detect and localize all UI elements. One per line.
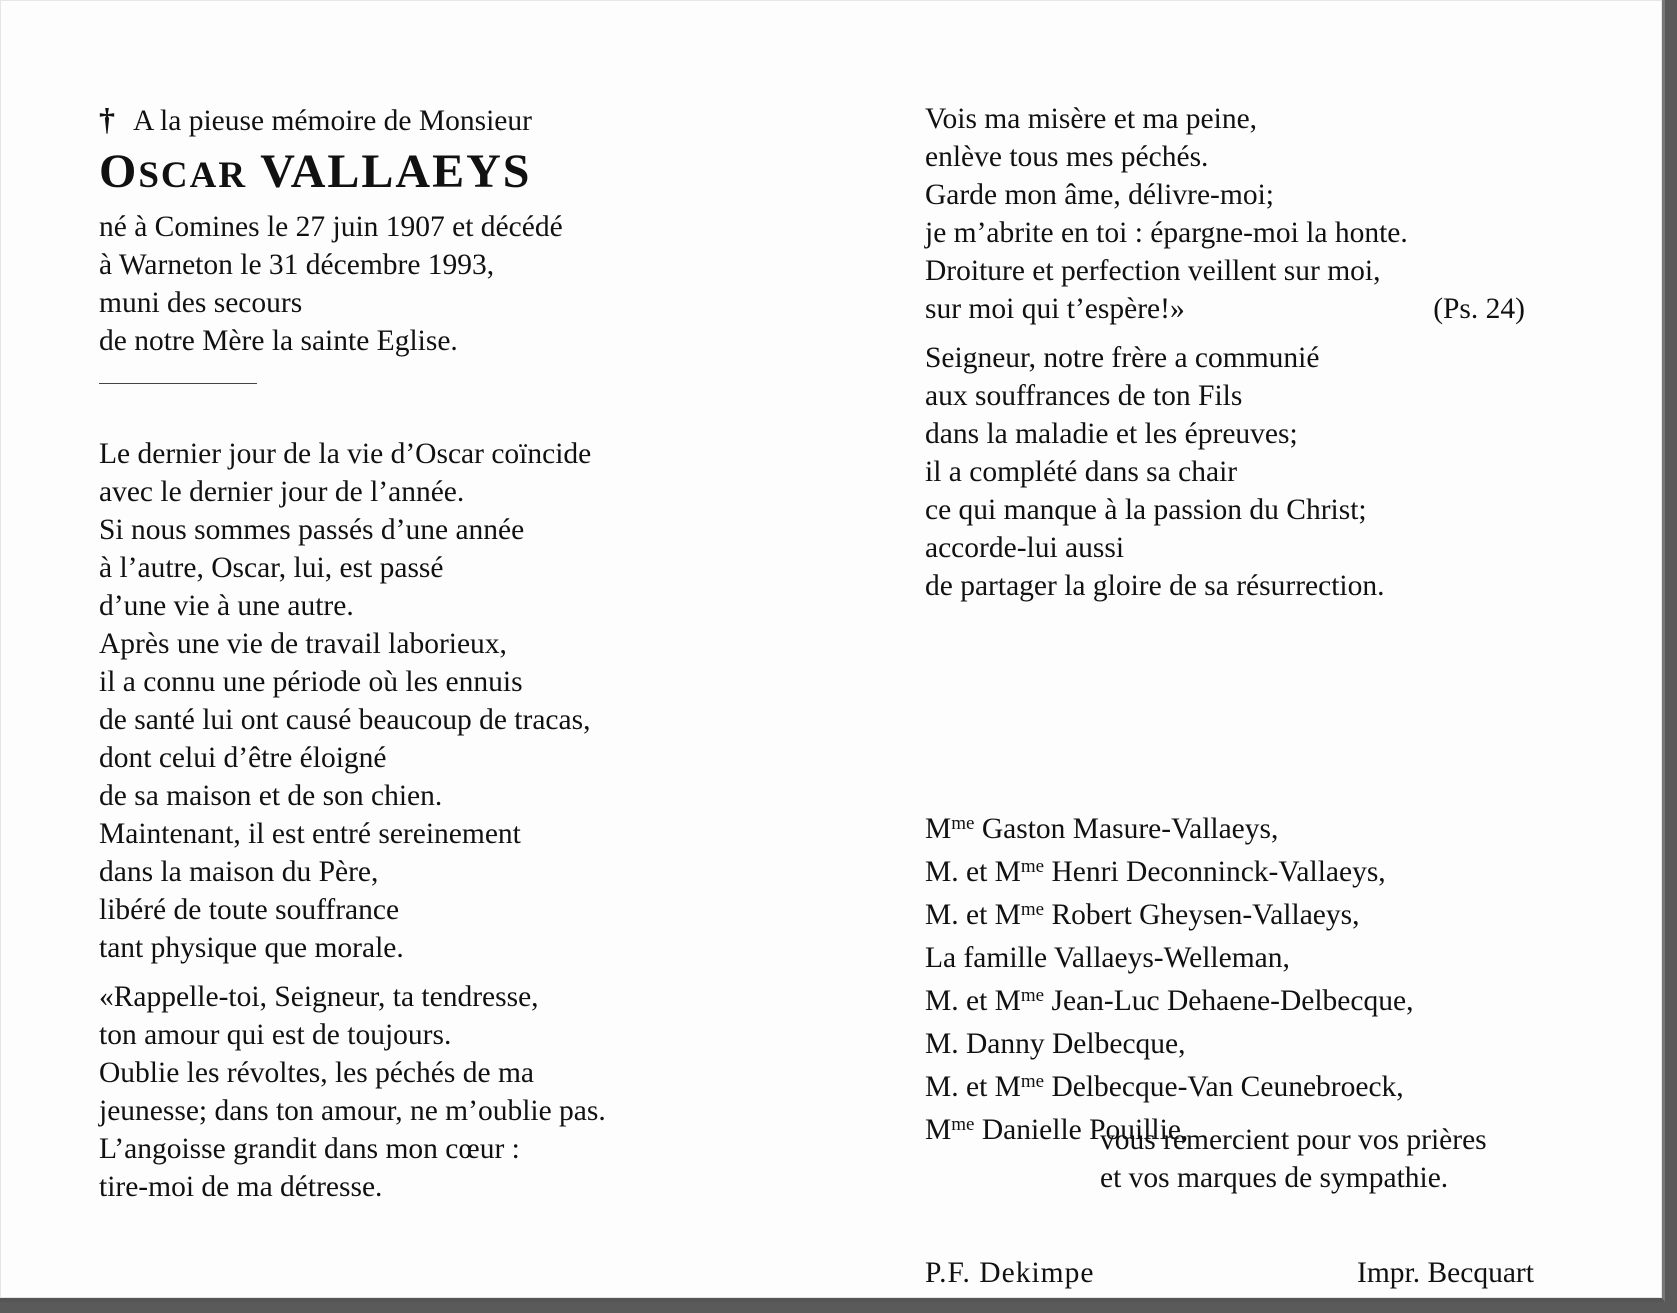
left-column xyxy=(99,100,779,1206)
tribute-line: libéré de toute souffrance xyxy=(99,894,400,926)
family-name: Danielle Pouillie, xyxy=(981,1114,1189,1146)
family-sup: me xyxy=(951,1114,975,1135)
family-name: Henri Deconninck-Vallaeys, xyxy=(1051,856,1386,888)
tribute-line: tant physique que morale. xyxy=(99,932,404,964)
cross-icon: † xyxy=(99,101,115,137)
detail-line: né à Comines le 27 juin 1907 et décédé xyxy=(99,211,563,243)
family-name: Delbecque-Van Ceunebroeck, xyxy=(1051,1071,1404,1103)
family-name: Jean-Luc Dehaene-Delbecque, xyxy=(1051,985,1414,1017)
deceased-name xyxy=(99,142,779,206)
family-member xyxy=(925,977,1413,1020)
psalm-line: L’angoisse grandit dans mon cœur : xyxy=(99,1133,520,1165)
intro-line xyxy=(99,100,779,140)
family-prefix: M xyxy=(925,1114,952,1146)
prayer-line: de partager la gloire de sa résurrection. xyxy=(925,570,1385,602)
detail-line: muni des secours xyxy=(99,287,303,319)
psalm-reference: (Ps. 24) xyxy=(1433,293,1525,325)
psalm-line: ton amour qui est de toujours. xyxy=(99,1019,452,1051)
family-sup: me xyxy=(1020,985,1045,1006)
prayer-paragraph xyxy=(925,339,1645,605)
psalm-last-text: sur moi qui t’espère!» xyxy=(925,293,1185,325)
psalm-line: enlève tous mes péchés. xyxy=(925,141,1209,173)
divider xyxy=(99,383,257,384)
psalm-line: tire-moi de ma détresse. xyxy=(99,1171,383,1203)
first-name-rest: SCAR xyxy=(138,155,248,196)
psalm-continuation xyxy=(925,100,1645,328)
last-name: VALLAEYS xyxy=(260,145,532,198)
prayer-line: dans la maladie et les épreuves; xyxy=(925,418,1298,450)
tribute-line: Le dernier jour de la vie d’Oscar coïncide xyxy=(99,438,592,470)
family-prefix: M xyxy=(925,813,952,845)
family-name: Gaston Masure-Vallaeys, xyxy=(981,813,1279,845)
family-sup: me xyxy=(951,813,975,834)
tribute-line: dans la maison du Père, xyxy=(99,856,379,888)
family-member xyxy=(925,934,1413,977)
psalm-paragraph xyxy=(99,978,779,1206)
family-name: Robert Gheysen-Vallaeys, xyxy=(1051,899,1360,931)
family-member xyxy=(925,805,1413,848)
detail-line: de notre Mère la sainte Eglise. xyxy=(99,325,458,357)
family-member xyxy=(925,1063,1413,1106)
family-sup: me xyxy=(1020,1071,1045,1092)
prayer-line: ce qui manque à la passion du Christ; xyxy=(925,494,1367,526)
family-member xyxy=(925,848,1413,891)
family-prefix: M. et M xyxy=(925,856,1021,888)
funeral-home: P.F. Dekimpe xyxy=(925,1257,1095,1289)
tribute-line: de sa maison et de son chien. xyxy=(99,780,443,812)
details-block xyxy=(99,208,779,360)
psalm-line: Vois ma misère et ma peine, xyxy=(925,103,1258,135)
family-sup: me xyxy=(1020,899,1045,920)
family-prefix: M. et M xyxy=(925,985,1021,1017)
tribute-line: à l’autre, Oscar, lui, est passé xyxy=(99,552,444,584)
tribute-line: avec le dernier jour de l’année. xyxy=(99,476,465,508)
psalm-line: «Rappelle-toi, Seigneur, ta tendresse, xyxy=(99,981,539,1013)
thanks-block xyxy=(1100,1121,1487,1197)
tribute-line: Maintenant, il est entré sereinement xyxy=(99,818,521,850)
family-member xyxy=(925,891,1413,934)
right-column xyxy=(925,100,1645,605)
first-name-initial: O xyxy=(99,145,139,198)
detail-line: à Warneton le 31 décembre 1993, xyxy=(99,249,495,281)
family-prefix: M. et M xyxy=(925,1071,1021,1103)
psalm-line: je m’abrite en toi : épargne-moi la honte. xyxy=(925,217,1408,249)
thanks-line: et vos marques de sympathie. xyxy=(1100,1162,1449,1194)
tribute-line: Si nous sommes passés d’une année xyxy=(99,514,525,546)
psalm-line: Oublie les révoltes, les péchés de ma xyxy=(99,1057,534,1089)
family-name: La famille Vallaeys-Welleman, xyxy=(925,942,1290,974)
family-sup: me xyxy=(1020,856,1045,877)
psalm-line: Garde mon âme, délivre-moi; xyxy=(925,179,1274,211)
tribute-line: il a connu une période où les ennuis xyxy=(99,666,523,698)
tribute-line: Après une vie de travail laborieux, xyxy=(99,628,507,660)
psalm-last-line xyxy=(925,290,1525,328)
family-prefix: M. et M xyxy=(925,899,1021,931)
psalm-line: jeunesse; dans ton amour, ne m’oublie pas. xyxy=(99,1095,606,1127)
prayer-line: accorde-lui aussi xyxy=(925,532,1125,564)
prayer-line: aux souffrances de ton Fils xyxy=(925,380,1243,412)
family-list xyxy=(925,805,1413,1149)
thanks-line: vous remercient pour vos prières xyxy=(1100,1124,1487,1156)
prayer-line: il a complété dans sa chair xyxy=(925,456,1238,488)
intro-text: A la pieuse mémoire de Monsieur xyxy=(133,105,532,137)
printer: Impr. Becquart xyxy=(1357,1257,1534,1289)
psalm-line: Droiture et perfection veillent sur moi, xyxy=(925,255,1381,287)
tribute-line: dont celui d’être éloigné xyxy=(99,742,387,774)
tribute-line: de santé lui ont causé beaucoup de tracas, xyxy=(99,704,591,736)
tribute-paragraph xyxy=(99,435,779,967)
family-name: M. Danny Delbecque, xyxy=(925,1028,1186,1060)
family-member xyxy=(925,1020,1413,1063)
prayer-line: Seigneur, notre frère a communié xyxy=(925,342,1320,374)
tribute-line: d’une vie à une autre. xyxy=(99,590,354,622)
